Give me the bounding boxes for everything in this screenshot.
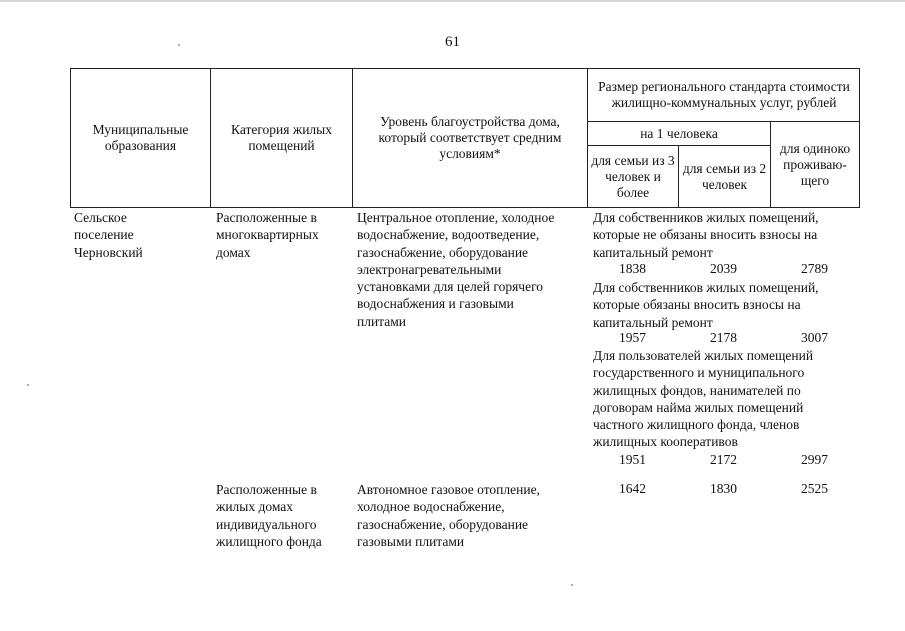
table-header	[70, 68, 860, 208]
group3-label-line: Для пользователей жилых помещений	[593, 348, 814, 363]
row1-municipality	[74, 209, 143, 261]
group1-label-line: Для собственников жилых помещений,	[593, 210, 819, 225]
header-per-person: на 1 человека	[640, 125, 718, 141]
header-municipality: Муниципальные образования	[92, 122, 189, 153]
group3-label-line: частного жилищного фонда, членов	[593, 417, 800, 433]
group2-label-line: которые обязаны вносить взносы на	[593, 297, 801, 313]
group2-label-line: капитальный ремонт	[593, 314, 713, 330]
header-level: Уровень благоустройства дома, который соответствует средним условиям*	[378, 114, 562, 161]
row1-level-line: электронагревательными	[357, 261, 502, 277]
row2-family2-value: 1830	[710, 481, 737, 496]
row1-level-line: Центральное отопление, холодное	[357, 210, 555, 225]
row2-level-line: газоснабжение, оборудование	[357, 516, 529, 532]
group3-label-line: государственного и муниципального	[593, 365, 805, 381]
row2-level-line: холодное водоснабжение,	[357, 499, 505, 515]
row1-category-line: Расположенные в	[216, 210, 317, 225]
row1-category-line: домах	[216, 244, 251, 260]
row1-category-line: многоквартирных	[216, 227, 319, 243]
group3-family3-value: 1951	[619, 452, 646, 467]
row2-level	[357, 481, 540, 550]
group3-label-line: жилищных фондов, нанимателей по	[593, 382, 801, 398]
group3-label-line: жилищных кооперативов	[593, 434, 738, 450]
group1-label	[593, 209, 819, 261]
scan-speck	[571, 584, 573, 586]
header-col-sep-3	[587, 68, 588, 208]
row2-family3-value: 1642	[619, 481, 646, 496]
page-number: 61	[445, 34, 460, 50]
scan-speck	[27, 384, 29, 386]
row2-category-line: жилых домах	[216, 499, 294, 515]
group2-label	[593, 279, 819, 331]
header-border-left	[70, 68, 71, 208]
group2-family2-value: 2178	[710, 330, 737, 345]
scan-speck	[178, 44, 180, 46]
row1-level-line: водоснабжения и газовыми	[357, 296, 514, 312]
header-sub-sep-v1	[770, 121, 771, 208]
group3-single-value: 2997	[801, 452, 828, 467]
group1-family2-value: 2039	[710, 261, 737, 276]
row1-level-line: установками для целей горячего	[357, 279, 544, 295]
group1-label-line: капитальный ремонт	[593, 244, 713, 260]
header-family2: для семьи из 2 человек	[682, 160, 767, 192]
group1-label-line: которые не обязаны вносить взносы на	[593, 227, 818, 243]
header-col-sep-1	[210, 68, 211, 208]
header-border-right	[859, 68, 860, 208]
row2-category-line: Расположенные в	[216, 482, 317, 497]
row2-single-value: 2525	[801, 481, 828, 496]
group1-single-value: 2789	[801, 261, 828, 276]
row1-level-line: плитами	[357, 313, 407, 329]
group1-family3-value: 1838	[619, 261, 646, 276]
group2-family3-value: 1957	[619, 330, 646, 345]
header-standard-size: Размер регионального стандарта стоимости жилищно-коммунальных услуг, рублей	[598, 78, 850, 110]
row1-municipality-line: поселение	[74, 227, 134, 243]
row2-category-line: жилищного фонда	[216, 533, 322, 549]
header-category: Категория жилых помещений	[231, 122, 332, 153]
header-col-sep-2	[352, 68, 353, 208]
group3-label	[593, 347, 813, 451]
header-family3: для семьи из 3 человек и более	[591, 152, 675, 200]
row2-category-line: индивидуального	[216, 516, 317, 532]
top-edge-line	[0, 0, 905, 2]
row2-level-line: Автономное газовое отопление,	[357, 482, 540, 497]
group3-family2-value: 2172	[710, 452, 737, 467]
row1-level-line: газоснабжение, оборудование	[357, 244, 529, 260]
row1-municipality-line: Сельское	[74, 210, 127, 225]
group2-single-value: 3007	[801, 330, 828, 345]
row1-category	[216, 209, 319, 261]
header-single: для одиноко проживаю-щего	[779, 140, 851, 188]
row1-level	[357, 209, 554, 330]
header-sub-sep-v2	[678, 145, 679, 208]
row1-municipality-line: Черновский	[74, 244, 143, 260]
group3-label-line: договорам найма жилых помещений	[593, 399, 804, 415]
row2-category	[216, 481, 322, 550]
row1-level-line: водоснабжение, водоотведение,	[357, 227, 540, 243]
group2-label-line: Для собственников жилых помещений,	[593, 280, 819, 295]
row2-level-line: газовыми плитами	[357, 533, 465, 549]
